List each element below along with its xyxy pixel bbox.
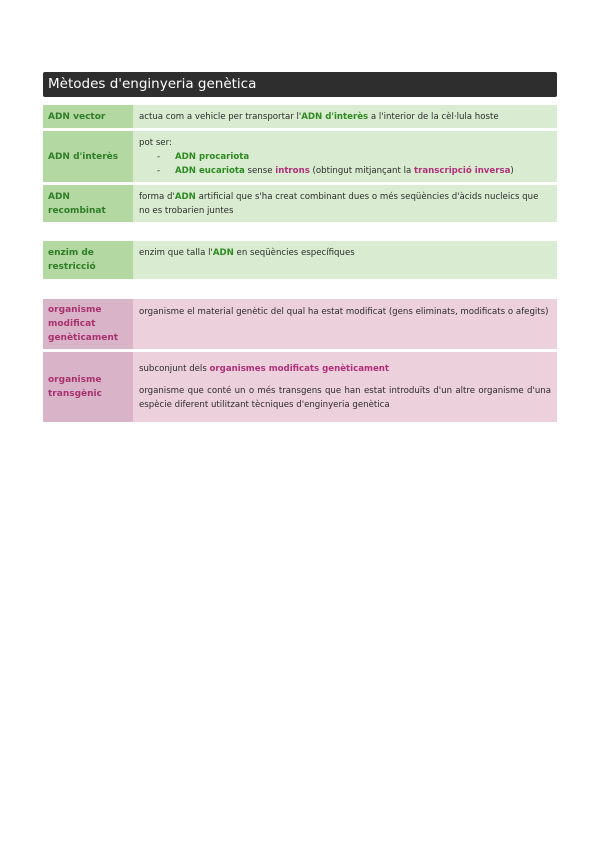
table-row-transgenic [43, 352, 557, 422]
list-item [139, 150, 551, 164]
term-adn-recombinat: ADN recombinat [43, 185, 133, 222]
term-enzim-restriccio: enzim de restricció [43, 241, 133, 279]
definition-intro: pot ser: [139, 137, 172, 148]
definition-adn-interes [133, 131, 557, 182]
definition-text: en seqüències específiques [233, 248, 355, 258]
definition-text: ) [510, 165, 514, 176]
keyword-transcripcio-inversa: transcripció inversa [414, 165, 511, 176]
definition-text: enzim que talla l' [139, 248, 213, 258]
bullet-dash: - [157, 165, 161, 176]
definition-text: actua com a vehicle per transportar l' [139, 111, 302, 122]
keyword-omg: organismes modificats genèticament [209, 364, 390, 374]
table-row-adn-interes [43, 131, 557, 182]
table-row-adn-recombinat [43, 185, 557, 222]
keyword-adn: ADN [212, 248, 234, 258]
definition-adn-vector [133, 105, 557, 128]
term-transgenic: organisme transgènic [43, 352, 133, 422]
definition-enzim-restriccio [133, 241, 557, 279]
keyword-adn-interes: ADN d'interès [301, 111, 369, 122]
keyword-adn: ADN [174, 191, 196, 202]
term-omg: organisme modificat genèticament [43, 299, 133, 349]
keyword-adn-procariota: ADN procariota [175, 151, 250, 162]
definition-text: (obtingut mitjançant la [309, 165, 414, 176]
table-row-omg [43, 299, 557, 349]
table-row-enzim-restriccio [43, 241, 557, 279]
definition-text: subconjunt dels [139, 364, 210, 374]
bullet-dash: - [157, 151, 161, 162]
definition-text: sense [244, 165, 276, 176]
definition-text: artificial que s'ha creat combinant dues o més seqüències d'àcids nucleics que no es trobarien juntes [139, 191, 539, 216]
definition-text: a l'interior de la cèl·lula hoste [368, 111, 499, 122]
keyword-introns: introns [275, 165, 310, 176]
table-row-adn-vector [43, 105, 557, 128]
keyword-adn-eucariota: ADN eucariota [175, 165, 245, 176]
definition-text: forma d' [139, 191, 175, 202]
section-title: Mètodes d'enginyeria genètica [43, 72, 557, 97]
document-page [43, 72, 557, 422]
definition-transgenic [133, 352, 557, 422]
definition-text: organisme que conté un o més transgens que han estat introduïts d'un altre organisme d'una espècie diferent utilitzant tècniques d'enginyeria genètica [139, 386, 551, 410]
definition-omg: organisme el material genètic del qual ha estat modificat (gens eliminats, modificats o afegits) [133, 299, 557, 349]
term-adn-vector: ADN vector [43, 105, 133, 128]
definition-adn-recombinat [133, 185, 557, 222]
term-adn-interes: ADN d'interès [43, 131, 133, 182]
list-item [139, 164, 551, 178]
